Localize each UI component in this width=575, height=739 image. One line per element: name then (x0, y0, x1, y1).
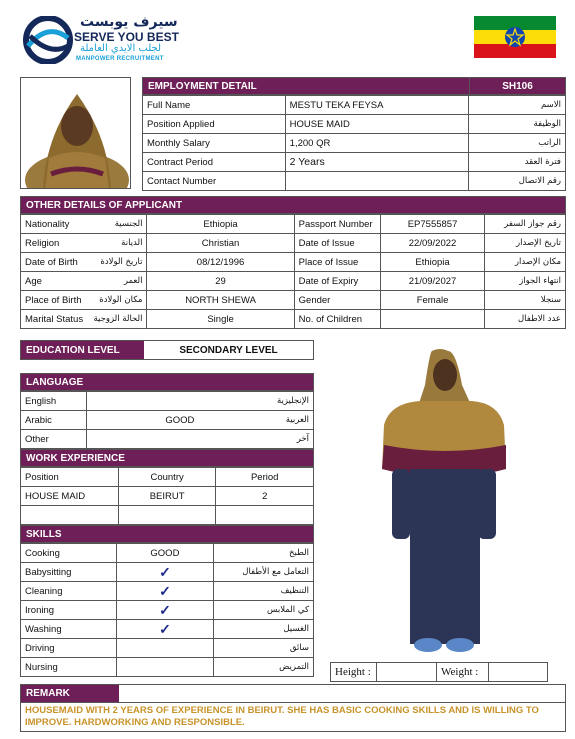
work-cell (21, 506, 119, 525)
company-logo (22, 14, 182, 66)
skill-value: GOOD (116, 544, 214, 563)
other-label-right: Date of Issue (294, 234, 381, 253)
height-label: Height : (331, 663, 377, 681)
ethiopia-flag-icon (474, 16, 556, 58)
other-arabic-right: انتهاء الجواز (484, 272, 565, 291)
work-experience-table (20, 467, 314, 525)
weight-label: Weight : (437, 663, 489, 681)
other-label-right: No. of Children (294, 310, 381, 329)
other-value-right: Ethiopia (381, 253, 484, 272)
skills-section (20, 525, 314, 677)
employment-value: 2 Years (285, 153, 469, 172)
skill-value (116, 620, 214, 639)
language-header: LANGUAGE (20, 373, 314, 391)
check-icon: ✓ (159, 620, 171, 637)
measurements-row (330, 662, 548, 682)
language-table (20, 391, 314, 449)
work-column-header: Position (21, 468, 119, 487)
logo-arabic-title: سيرف يوبست (80, 14, 178, 30)
employment-detail-header: EMPLOYMENT DETAIL (142, 77, 470, 95)
other-arabic-right: عدد الاطفال (484, 310, 565, 329)
other-details-row (21, 253, 566, 272)
weight-value (489, 663, 547, 681)
language-arabic-label: العربية (273, 411, 314, 430)
applicant-photo (20, 77, 131, 189)
other-label-right: Date of Expiry (294, 272, 381, 291)
skill-label: Washing (21, 620, 117, 639)
work-cell (216, 506, 314, 525)
work-experience-header: WORK EXPERIENCE (20, 449, 314, 467)
other-value-right: 22/09/2022 (381, 234, 484, 253)
skill-arabic-label: التعامل مع الأطفال (214, 563, 314, 582)
skill-label: Cleaning (21, 582, 117, 601)
other-label-left: Place of Birth (21, 291, 88, 310)
other-label-right: Gender (294, 291, 381, 310)
employment-label: Contact Number (143, 172, 286, 191)
work-row (21, 487, 314, 506)
other-arabic-left: الجنسية (87, 215, 147, 234)
language-arabic-label: آخر (273, 430, 314, 449)
skill-row (21, 563, 314, 582)
other-details-row (21, 234, 566, 253)
other-arabic-right: سنجلا (484, 291, 565, 310)
skill-label: Ironing (21, 601, 117, 620)
employment-row (143, 115, 566, 134)
logo-tagline: MANPOWER RECRUITMENT (76, 56, 164, 62)
full-body-photo (330, 345, 566, 660)
skill-row (21, 601, 314, 620)
skill-arabic-label: الطبخ (214, 544, 314, 563)
language-arabic-label: الإنجليزية (273, 392, 314, 411)
education-row (20, 340, 314, 360)
skill-row (21, 582, 314, 601)
employment-value: 1,200 QR (285, 134, 469, 153)
other-value-left: 29 (147, 272, 294, 291)
skill-row (21, 658, 314, 677)
other-details-row (21, 291, 566, 310)
employment-arabic-label: الوظيفة (469, 115, 566, 134)
skill-value (116, 582, 214, 601)
height-value (377, 663, 437, 681)
work-cell (118, 506, 216, 525)
other-details-table (20, 214, 566, 329)
skill-arabic-label: كي الملابس (214, 601, 314, 620)
skill-value (116, 601, 214, 620)
employment-value: HOUSE MAID (285, 115, 469, 134)
other-label-right: Passport Number (294, 215, 381, 234)
other-value-right: EP7555857 (381, 215, 484, 234)
language-label: Other (21, 430, 87, 449)
other-value-left: 08/12/1996 (147, 253, 294, 272)
skill-arabic-label: التمريض (214, 658, 314, 677)
employment-label: Contract Period (143, 153, 286, 172)
other-details-section (20, 196, 566, 329)
language-level (86, 392, 273, 411)
work-experience-section (20, 449, 314, 525)
skill-value (116, 563, 214, 582)
employment-row (143, 134, 566, 153)
other-arabic-right: تاريخ الإصدار (484, 234, 565, 253)
employment-row (143, 172, 566, 191)
remark-section (20, 684, 566, 732)
skill-row (21, 620, 314, 639)
skill-label: Babysitting (21, 563, 117, 582)
language-row (21, 430, 314, 449)
language-row (21, 411, 314, 430)
other-details-row (21, 272, 566, 291)
skill-arabic-label: سائق (214, 639, 314, 658)
other-details-row (21, 215, 566, 234)
other-value-right: Female (381, 291, 484, 310)
skill-row (21, 544, 314, 563)
skill-label: Cooking (21, 544, 117, 563)
skills-table (20, 543, 314, 677)
other-details-header: OTHER DETAILS OF APPLICANT (20, 196, 566, 214)
other-label-left: Age (21, 272, 88, 291)
other-value-right: 21/09/2027 (381, 272, 484, 291)
language-label: Arabic (21, 411, 87, 430)
other-label-left: Date of Birth (21, 253, 88, 272)
other-arabic-left: العمر (87, 272, 147, 291)
remark-text: HOUSEMAID WITH 2 YEARS OF EXPERIENCE IN BEIRUT. SHE HAS BASIC COOKING SKILLS AND IS WILLING TO IMPROVE. HARDWORKING AND RESPONSIBLE. (25, 705, 539, 728)
language-row (21, 392, 314, 411)
skills-header: SKILLS (20, 525, 314, 543)
other-details-row (21, 310, 566, 329)
work-cell: 2 (216, 487, 314, 506)
language-level (86, 430, 273, 449)
remark-header: REMARK (21, 685, 119, 702)
employment-arabic-label: رقم الاتصال (469, 172, 566, 191)
skill-row (21, 639, 314, 658)
other-value-right (381, 310, 484, 329)
skill-value (116, 658, 214, 677)
other-arabic-left: الحالة الزوجية (87, 310, 147, 329)
employment-detail-section (142, 77, 566, 191)
language-section (20, 373, 314, 449)
employment-row (143, 153, 566, 172)
skill-value (116, 639, 214, 658)
employment-value (285, 172, 469, 191)
globe-logo-icon (22, 16, 74, 64)
other-value-left: Ethiopia (147, 215, 294, 234)
other-value-left: Christian (147, 234, 294, 253)
other-label-left: Nationality (21, 215, 88, 234)
other-arabic-left: الديانة (87, 234, 147, 253)
work-cell: HOUSE MAID (21, 487, 119, 506)
skill-label: Driving (21, 639, 117, 658)
work-row (21, 506, 314, 525)
education-value: SECONDARY LEVEL (179, 344, 278, 356)
employment-label: Full Name (143, 96, 286, 115)
skill-arabic-label: التنظيف (214, 582, 314, 601)
other-label-left: Marital Status (21, 310, 88, 329)
language-level: GOOD (86, 411, 273, 430)
skill-label: Nursing (21, 658, 117, 677)
work-column-header: Period (216, 468, 314, 487)
other-arabic-left: مكان الولادة (87, 291, 147, 310)
logo-arabic-sub: لجلب الايدي العاملة (80, 43, 162, 54)
check-icon: ✓ (159, 601, 171, 618)
check-icon: ✓ (159, 582, 171, 599)
other-arabic-right: مكان الإصدار (484, 253, 565, 272)
other-arabic-right: رقم جواز السفر (484, 215, 565, 234)
skill-arabic-label: الغسيل (214, 620, 314, 639)
other-label-right: Place of Issue (294, 253, 381, 272)
employment-arabic-label: الراتب (469, 134, 566, 153)
work-column-header: Country (118, 468, 216, 487)
logo-name: SERVE YOU BEST (74, 30, 179, 44)
work-header-row (21, 468, 314, 487)
employment-value: MESTU TEKA FEYSA (285, 96, 469, 115)
other-label-left: Religion (21, 234, 88, 253)
applicant-code: SH106 (470, 77, 566, 95)
work-cell: BEIRUT (118, 487, 216, 506)
language-label: English (21, 392, 87, 411)
education-label: EDUCATION LEVEL (21, 341, 144, 359)
employment-label: Position Applied (143, 115, 286, 134)
employment-detail-table (142, 95, 566, 191)
employment-row (143, 96, 566, 115)
employment-arabic-label: فترة العقد (469, 153, 566, 172)
other-value-left: NORTH SHEWA (147, 291, 294, 310)
check-icon: ✓ (159, 563, 171, 580)
other-value-left: Single (147, 310, 294, 329)
employment-label: Monthly Salary (143, 134, 286, 153)
other-arabic-left: تاريخ الولادة (87, 253, 147, 272)
employment-arabic-label: الاسم (469, 96, 566, 115)
